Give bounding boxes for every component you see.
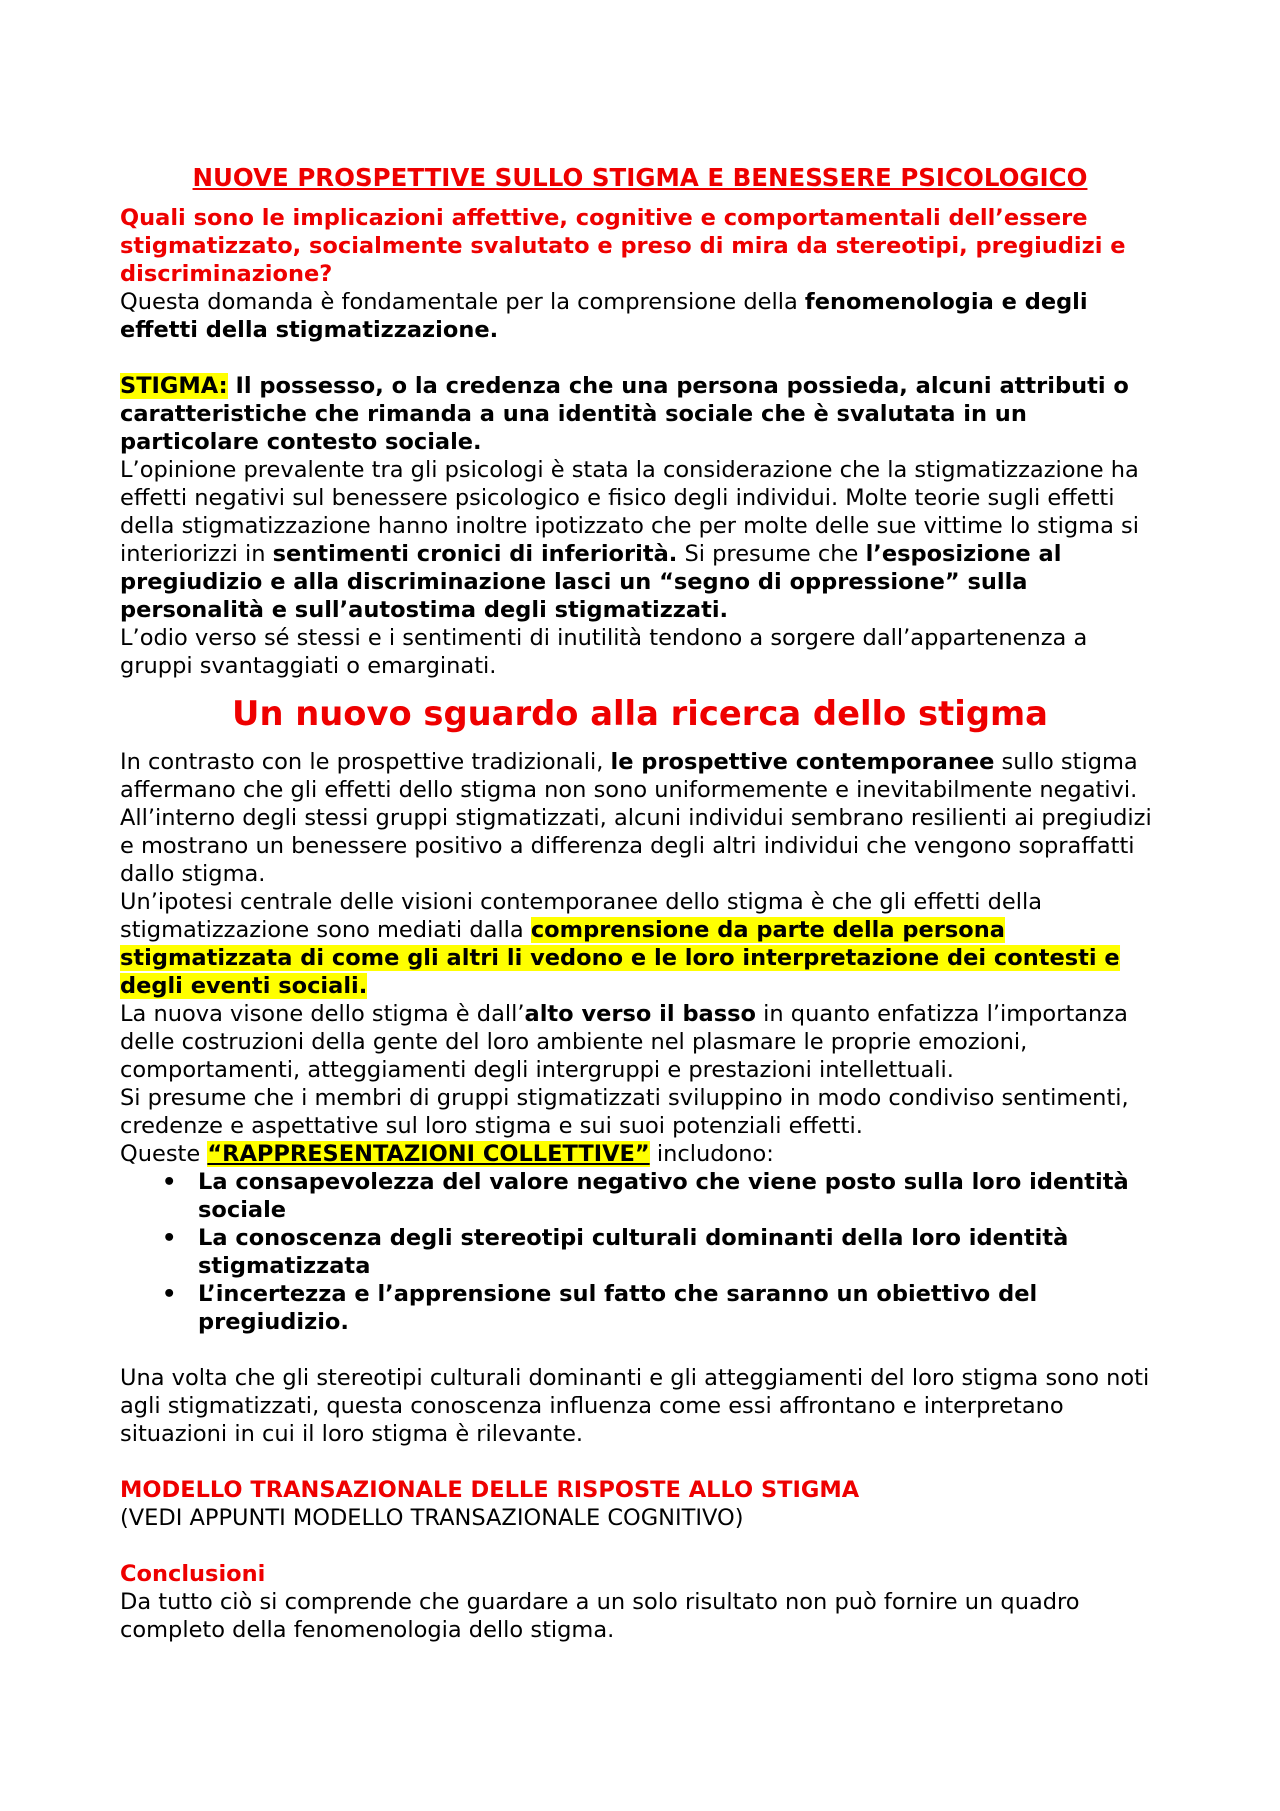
stigma-label: STIGMA:	[120, 373, 228, 400]
spacer	[120, 1336, 1160, 1364]
section2-p4-bold: alto verso il basso	[524, 1001, 756, 1028]
spacer	[120, 344, 1160, 372]
stigma-text-a: L’opinione prevalente tra gli psicologi è stata la considerazione che la stigmatizzazione ha effetti negativi sul benessere psicologico e fisico degli individui. Molte teorie sugli effetti della stigmatizzazione hanno inoltre ipotizzato che per molte delle sue vittime lo stigma si interiorizzi in	[120, 457, 1139, 568]
section-heading-conclusions: Conclusioni	[120, 1561, 266, 1588]
section2-p6-text: Queste	[120, 1141, 208, 1168]
section2-paragraph-3	[120, 888, 1160, 1000]
stigma-paragraph-2: L’odio verso sé stessi e i sentimenti di inutilità tendono a sorgere dall’appartenenza a gruppi svantaggiati o emarginati.	[120, 625, 1088, 680]
spacer	[120, 1448, 1160, 1476]
transactional-model-note: (VEDI APPUNTI MODELLO TRANSAZIONALE COGNITIVO)	[120, 1505, 744, 1532]
section2-p6-rest: includono:	[649, 1141, 774, 1168]
stigma-text-d: l’esposizione al pregiudizio e alla discriminazione lasci un “segno di oppressione” sulla personalità e sull’autostima degli stigmatizzati.	[120, 541, 1062, 624]
intro-paragraph	[120, 288, 1160, 344]
bullet-icon: •	[162, 1225, 177, 1252]
section-heading-transactional-model: MODELLO TRANSAZIONALE DELLE RISPOSTE ALLO STIGMA	[120, 1477, 860, 1504]
section2-p4-rest: in quanto enfatizza l’importanza delle costruzioni della gente del loro ambiente nel plasmare le proprie emozioni, comportamenti, atteggiamenti degli intergruppi e prestazioni intellettuali.	[120, 1001, 1128, 1084]
list-item-text: La consapevolezza del valore negativo che viene posto sulla loro identità sociale	[198, 1169, 1129, 1224]
collective-representations-highlight: “RAPPRESENTAZIONI COLLETTIVE”	[207, 1141, 650, 1168]
section2-paragraph-1	[120, 748, 1160, 804]
list-item-text: L’incertezza e l’apprensione sul fatto che saranno un obiettivo del pregiudizio.	[198, 1281, 1038, 1336]
section2-paragraph-6	[120, 1140, 1160, 1168]
section2-paragraph-7: Una volta che gli stereotipi culturali dominanti e gli atteggiamenti del loro stigma sono noti agli stigmatizzati, questa conoscenza influenza come essi affrontano e interpretano situazioni in cui il loro stigma è rilevante.	[120, 1365, 1150, 1448]
bullet-icon: •	[162, 1281, 177, 1308]
bullet-list	[120, 1168, 1160, 1336]
stigma-text-b: sentimenti cronici di inferiorità.	[272, 541, 678, 568]
stigma-definition	[120, 372, 1160, 456]
spacer	[120, 1532, 1160, 1560]
section2-p4-text: La nuova visone dello stigma è dall’	[120, 1001, 525, 1028]
list-item	[162, 1168, 1160, 1224]
section2-p3-highlight: comprensione da parte della persona stigmatizzata di come gli altri li vedono e le loro interpretazione dei contesti e degli eventi sociali.	[120, 917, 1120, 1000]
stigma-definition-text: Il possesso, o la credenza che una persona possieda, alcuni attributi o caratteristiche che rimanda a una identità sociale che è svalutata in un particolare contesto sociale.	[120, 373, 1129, 456]
bullet-icon: •	[162, 1169, 177, 1196]
list-item	[162, 1280, 1160, 1336]
section2-paragraph-2: All’interno degli stessi gruppi stigmatizzati, alcuni individui sembrano resilienti ai pregiudizi e mostrano un benessere positivo a differenza degli altri individui che vengono sopraffatti dallo stigma.	[120, 805, 1152, 888]
stigma-text-c: Si presume che	[677, 541, 866, 568]
list-item-text: La conoscenza degli stereotipi culturali dominanti della loro identità stigmatizzata	[198, 1225, 1069, 1280]
intro-bold: fenomenologia e degli effetti della stigmatizzazione.	[120, 289, 1088, 344]
section2-p3-text: Un’ipotesi centrale delle visioni contemporanee dello stigma è che gli effetti della stigmatizzazione sono mediati dalla	[120, 889, 1042, 944]
section2-p1-rest: sullo stigma affermano che gli effetti dello stigma non sono uniformemente e inevitabilmente negativi.	[120, 749, 1138, 804]
intro-text: Questa domanda è fondamentale per la comprensione della	[120, 289, 805, 316]
section2-p1-bold: le prospettive contemporanee	[610, 749, 995, 776]
section2-p1-text: In contrasto con le prospettive tradizionali,	[120, 749, 611, 776]
section-heading-new-look: Un nuovo sguardo alla ricerca dello stigma	[232, 694, 1048, 734]
list-item	[162, 1224, 1160, 1280]
stigma-paragraph	[120, 456, 1160, 624]
page-title: NUOVE PROSPETTIVE SULLO STIGMA E BENESSERE PSICOLOGICO	[192, 163, 1088, 193]
section2-paragraph-4	[120, 1000, 1160, 1084]
intro-question: Quali sono le implicazioni affettive, cognitive e comportamentali dell’essere stigmatizzato, socialmente svalutato e preso di mira da stereotipi, pregiudizi e discriminazione?	[120, 205, 1126, 288]
conclusions-text: Da tutto ciò si comprende che guardare a un solo risultato non può fornire un quadro completo della fenomenologia dello stigma.	[120, 1589, 1080, 1644]
section2-paragraph-5: Si presume che i membri di gruppi stigmatizzati sviluppino in modo condiviso sentimenti, credenze e aspettative sul loro stigma e sui suoi potenziali effetti.	[120, 1085, 1129, 1140]
